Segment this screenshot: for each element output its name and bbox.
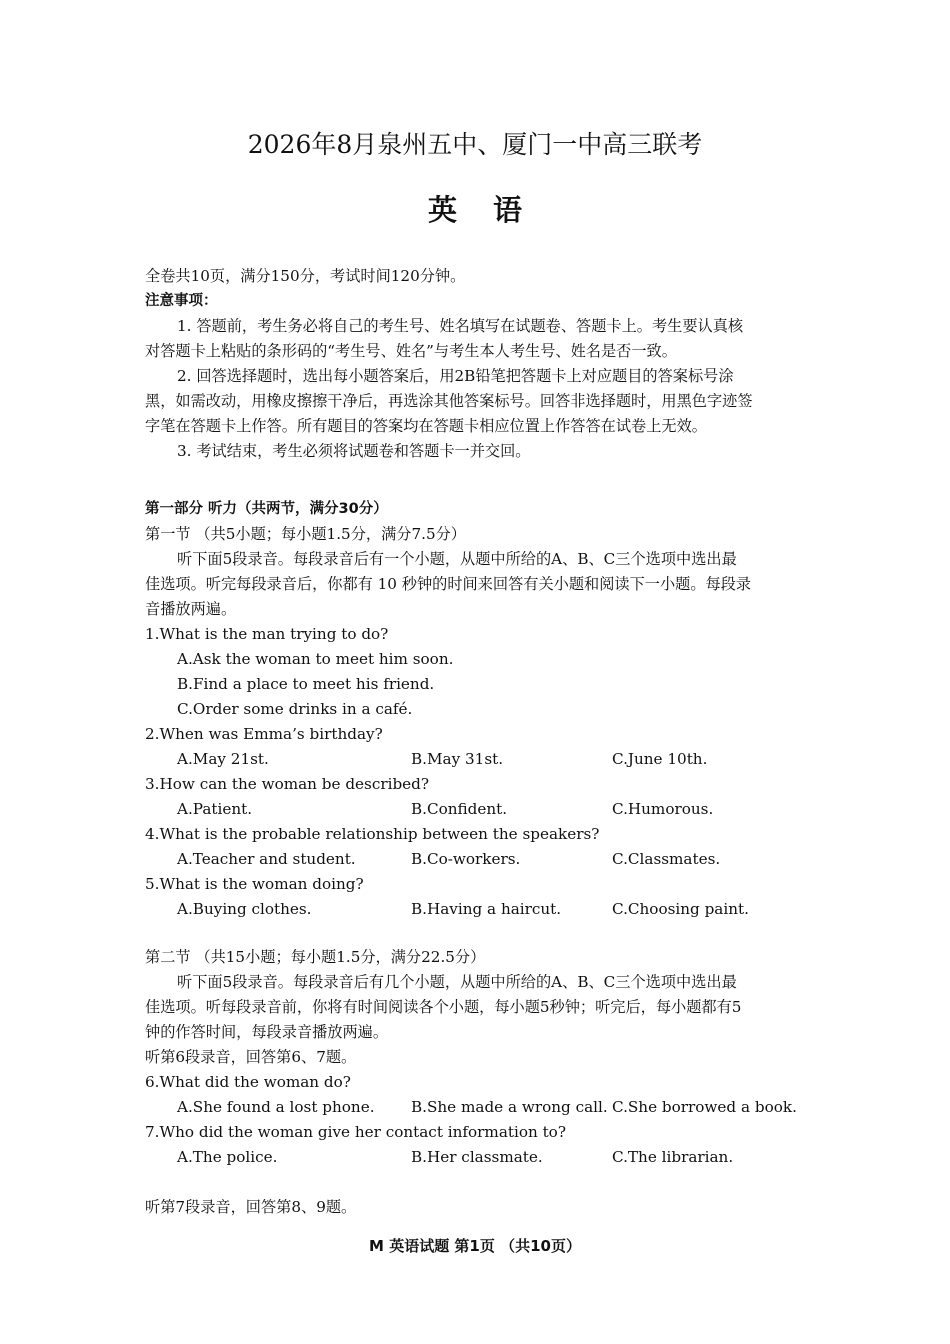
section2-instruction-line-2: 佳选项。听每段录音前，你将有时间阅读各个小题，每小题5秒钟；听完后，每小题都有5 <box>145 998 742 1016</box>
question-1-stem: 1.What is the man trying to do? <box>145 625 389 643</box>
question-4-option-b: B.Co-workers. <box>411 850 521 868</box>
notice-heading: 注意事项： <box>145 293 218 309</box>
question-6-option-a: A.She found a lost phone. <box>177 1098 375 1116</box>
question-2-option-b: B.May 31st. <box>411 750 504 768</box>
subject-title: 英语 <box>427 193 558 227</box>
question-7-option-a: A.The police. <box>177 1148 278 1166</box>
segment-6-prompt: 听第6段录音，回答第6、7题。 <box>145 1048 357 1066</box>
section2-instruction-line-1: 听下面5段录音。每段录音后有几个小题，从题中所给的A、B、C三个选项中选出最 <box>177 973 737 991</box>
section1-instruction-line-1: 听下面5段录音。每段录音后有一个小题，从题中所给的A、B、C三个选项中选出最 <box>177 550 737 568</box>
question-6-stem: 6.What did the woman do? <box>145 1073 351 1091</box>
page-footer: M 英语试题 第1页 （共10页） <box>369 1237 581 1255</box>
question-4-option-c: C.Classmates. <box>612 850 721 868</box>
segment-7-prompt: 听第7段录音，回答第8、9题。 <box>145 1198 357 1216</box>
notice-1-line-1: 1. 答题前，考生务必将自己的考生号、姓名填写在试题卷、答题卡上。考生要认真核 <box>177 317 744 335</box>
notice-1-line-2: 对答题卡上粘贴的条形码的“考生号、姓名”与考生本人考生号、姓名是否一致。 <box>145 342 677 360</box>
question-2-option-c: C.June 10th. <box>612 750 708 768</box>
section2-heading: 第二节 （共15小题；每小题1.5分，满分22.5分） <box>145 948 486 966</box>
question-1-option-a: A.Ask the woman to meet him soon. <box>177 650 454 668</box>
question-7-stem: 7.Who did the woman give her contact information to? <box>145 1123 566 1141</box>
question-6-option-b: B.She made a wrong call. <box>411 1098 608 1116</box>
exam-summary: 全卷共10页，满分150分，考试时间120分钟。 <box>145 267 466 285</box>
section1-heading: 第一节 （共5小题；每小题1.5分，满分7.5分） <box>145 525 466 543</box>
question-2-option-a: A.May 21st. <box>177 750 269 768</box>
question-3-option-a: A.Patient. <box>177 800 253 818</box>
question-7-option-c: C.The librarian. <box>612 1148 734 1166</box>
question-2-stem: 2.When was Emma’s birthday? <box>145 725 383 743</box>
notice-2-line-2: 黑，如需改动，用橡皮擦擦干净后，再选涂其他答案标号。回答非选择题时，用黑色字迹签 <box>145 392 753 410</box>
question-4-option-a: A.Teacher and student. <box>177 850 356 868</box>
question-3-stem: 3.How can the woman be described? <box>145 775 430 793</box>
section1-instruction-line-2: 佳选项。听完每段录音后，你都有 10 秒钟的时间来回答有关小题和阅读下一小题。每段录 <box>145 575 752 593</box>
notice-3: 3. 考试结束，考生必须将试题卷和答题卡一并交回。 <box>177 442 531 460</box>
question-6-option-c: C.She borrowed a book. <box>612 1098 797 1116</box>
question-5-option-b: B.Having a haircut. <box>411 900 562 918</box>
question-1-option-b: B.Find a place to meet his friend. <box>177 675 435 693</box>
question-3-option-b: B.Confident. <box>411 800 508 818</box>
question-5-option-c: C.Choosing paint. <box>612 900 749 918</box>
question-7-option-b: B.Her classmate. <box>411 1148 543 1166</box>
question-4-stem: 4.What is the probable relationship between the speakers? <box>145 825 600 843</box>
notice-2-line-1: 2. 回答选择题时，选出每小题答案后，用2B铅笔把答题卡上对应题目的答案标号涂 <box>177 367 734 385</box>
section2-instruction-line-3: 钟的作答时间，每段录音播放两遍。 <box>145 1023 388 1041</box>
question-1-option-c: C.Order some drinks in a café. <box>177 700 413 718</box>
notice-2-line-3: 字笔在答题卡上作答。所有题目的答案均在答题卡相应位置上作答答在试卷上无效。 <box>145 417 707 435</box>
question-5-option-a: A.Buying clothes. <box>177 900 312 918</box>
question-5-stem: 5.What is the woman doing? <box>145 875 364 893</box>
section1-instruction-line-3: 音播放两遍。 <box>145 600 237 618</box>
exam-title: 2026年8月泉州五中、厦门一中高三联考 <box>247 130 703 159</box>
question-3-option-c: C.Humorous. <box>612 800 714 818</box>
part1-heading: 第一部分 听力（共两节，满分30分） <box>145 501 388 517</box>
